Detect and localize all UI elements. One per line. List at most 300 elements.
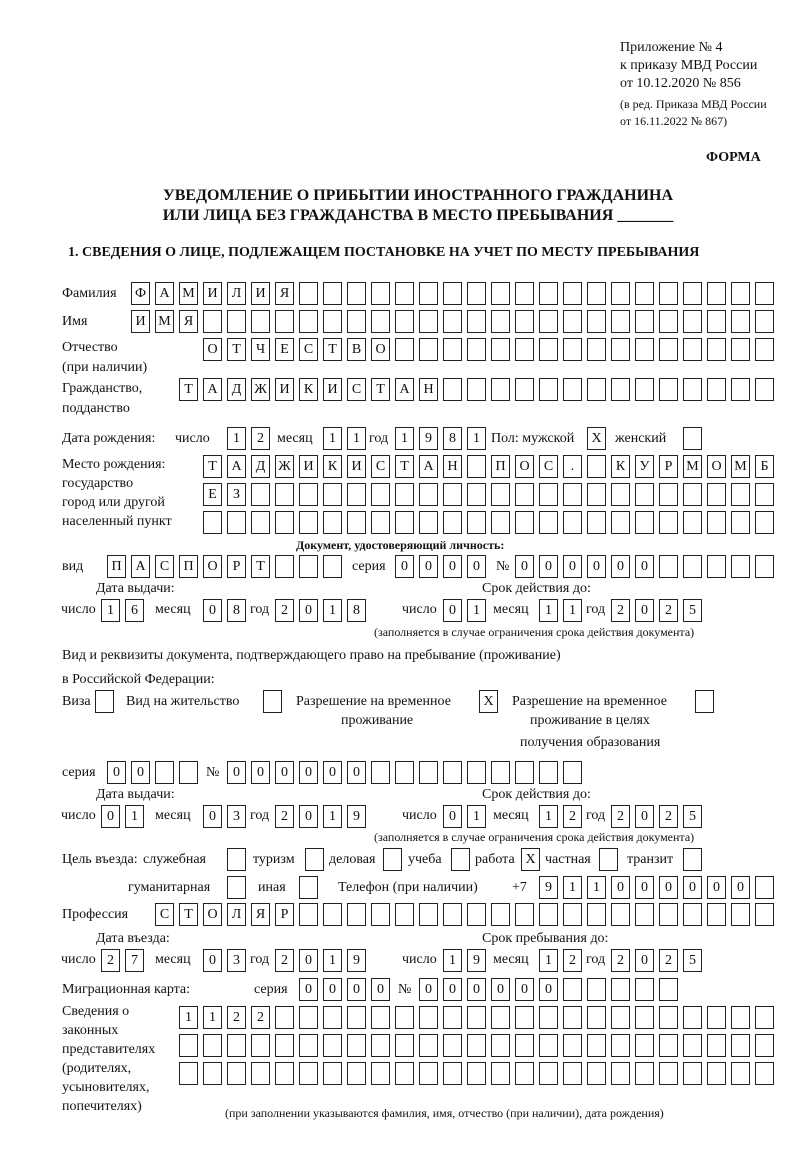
year-box[interactable]: 2	[275, 805, 294, 828]
representative-box[interactable]	[539, 1062, 558, 1085]
representative-box[interactable]	[635, 1006, 654, 1029]
representative-box[interactable]	[731, 1034, 750, 1057]
representative-box[interactable]	[659, 1034, 678, 1057]
sex-male-checkbox[interactable]: X	[587, 427, 606, 450]
year-box[interactable]: 2	[275, 599, 294, 622]
migration-series-box[interactable]: 0	[299, 978, 318, 1001]
year-box[interactable]: 9	[347, 805, 366, 828]
representative-box[interactable]	[275, 1062, 294, 1085]
birth-place-box[interactable]: Н	[443, 455, 462, 478]
patronymic-box[interactable]	[659, 338, 678, 361]
name-box[interactable]	[323, 310, 342, 333]
surname-box[interactable]	[395, 282, 414, 305]
year-box[interactable]: 0	[635, 949, 654, 972]
representative-box[interactable]	[275, 1034, 294, 1057]
surname-box[interactable]: Ф	[131, 282, 150, 305]
birth-place-box[interactable]: Е	[203, 483, 222, 506]
representative-box[interactable]	[419, 1034, 438, 1057]
birth-place-box[interactable]: И	[347, 455, 366, 478]
name-box[interactable]	[467, 310, 486, 333]
representative-box[interactable]	[347, 1062, 366, 1085]
citizenship-box[interactable]	[707, 378, 726, 401]
representative-box[interactable]	[467, 1006, 486, 1029]
representative-box[interactable]	[683, 1034, 702, 1057]
birth-place-box[interactable]	[299, 511, 318, 534]
migration-number-box[interactable]	[611, 978, 630, 1001]
stay-number-box[interactable]: 0	[323, 761, 342, 784]
birth-place-box[interactable]	[275, 511, 294, 534]
doc-series-box[interactable]: 0	[419, 555, 438, 578]
birth-place-box[interactable]: .	[563, 455, 582, 478]
representative-box[interactable]	[299, 1034, 318, 1057]
month-box[interactable]: 0	[203, 949, 222, 972]
profession-box[interactable]	[731, 903, 750, 926]
purpose-checkbox[interactable]	[683, 848, 702, 871]
representative-box[interactable]	[419, 1006, 438, 1029]
representative-box[interactable]	[587, 1062, 606, 1085]
month-box[interactable]: 1	[539, 599, 558, 622]
stay-number-box[interactable]	[467, 761, 486, 784]
year-box[interactable]: 2	[611, 805, 630, 828]
patronymic-box[interactable]	[443, 338, 462, 361]
stay-series-box[interactable]	[155, 761, 174, 784]
migration-number-box[interactable]	[635, 978, 654, 1001]
birth-place-box[interactable]: И	[299, 455, 318, 478]
doc-series-box[interactable]: 0	[443, 555, 462, 578]
citizenship-box[interactable]: Т	[371, 378, 390, 401]
birth-place-box[interactable]	[587, 455, 606, 478]
surname-box[interactable]	[539, 282, 558, 305]
migration-number-box[interactable]: 0	[467, 978, 486, 1001]
patronymic-box[interactable]	[419, 338, 438, 361]
doc-number-box[interactable]: 0	[563, 555, 582, 578]
doc-number-box[interactable]	[731, 555, 750, 578]
profession-box[interactable]	[395, 903, 414, 926]
representative-box[interactable]	[251, 1034, 270, 1057]
representative-box[interactable]: 1	[203, 1006, 222, 1029]
patronymic-box[interactable]	[395, 338, 414, 361]
phone-box[interactable]: 0	[659, 876, 678, 899]
birth-place-box[interactable]	[611, 511, 630, 534]
representative-box[interactable]	[179, 1062, 198, 1085]
phone-box[interactable]: 0	[707, 876, 726, 899]
birth-place-box[interactable]	[755, 511, 774, 534]
profession-box[interactable]	[347, 903, 366, 926]
profession-box[interactable]	[659, 903, 678, 926]
birth-place-box[interactable]	[515, 483, 534, 506]
patronymic-box[interactable]	[731, 338, 750, 361]
citizenship-box[interactable]: И	[323, 378, 342, 401]
representative-box[interactable]	[539, 1006, 558, 1029]
month-box[interactable]: 2	[563, 805, 582, 828]
purpose-checkbox[interactable]	[383, 848, 402, 871]
profession-box[interactable]	[371, 903, 390, 926]
migration-number-box[interactable]: 0	[491, 978, 510, 1001]
representative-box[interactable]	[563, 1062, 582, 1085]
month-box[interactable]: 3	[227, 805, 246, 828]
purpose-checkbox[interactable]	[599, 848, 618, 871]
representative-box[interactable]	[683, 1062, 702, 1085]
birth-place-box[interactable]: З	[227, 483, 246, 506]
doc-kind-box[interactable]	[275, 555, 294, 578]
birth-place-box[interactable]	[395, 511, 414, 534]
representative-box[interactable]	[467, 1062, 486, 1085]
name-box[interactable]	[443, 310, 462, 333]
birth-place-box[interactable]	[659, 483, 678, 506]
representative-box[interactable]	[299, 1062, 318, 1085]
birth-place-box[interactable]	[203, 511, 222, 534]
citizenship-box[interactable]	[587, 378, 606, 401]
citizenship-box[interactable]	[491, 378, 510, 401]
birth-place-box[interactable]: Ж	[275, 455, 294, 478]
representative-box[interactable]	[635, 1034, 654, 1057]
patronymic-box[interactable]	[491, 338, 510, 361]
representative-box[interactable]	[299, 1006, 318, 1029]
year-box[interactable]: 2	[275, 949, 294, 972]
representative-box[interactable]	[323, 1034, 342, 1057]
representative-box[interactable]	[611, 1006, 630, 1029]
migration-number-box[interactable]	[587, 978, 606, 1001]
day-box[interactable]: 0	[101, 805, 120, 828]
doc-series-box[interactable]: 0	[395, 555, 414, 578]
representative-box[interactable]	[731, 1062, 750, 1085]
year-box[interactable]: 0	[299, 599, 318, 622]
surname-box[interactable]: И	[251, 282, 270, 305]
representative-box[interactable]	[443, 1034, 462, 1057]
citizenship-box[interactable]	[467, 378, 486, 401]
birth-place-box[interactable]: Р	[659, 455, 678, 478]
representative-box[interactable]	[347, 1034, 366, 1057]
stay-number-box[interactable]: 0	[227, 761, 246, 784]
birth-year-box[interactable]: 8	[443, 427, 462, 450]
migration-number-box[interactable]: 0	[419, 978, 438, 1001]
purpose-checkbox[interactable]	[305, 848, 324, 871]
birth-place-box[interactable]	[467, 455, 486, 478]
surname-box[interactable]	[611, 282, 630, 305]
name-box[interactable]	[203, 310, 222, 333]
doc-number-box[interactable]	[659, 555, 678, 578]
name-box[interactable]	[299, 310, 318, 333]
citizenship-box[interactable]: И	[275, 378, 294, 401]
name-box[interactable]: М	[155, 310, 174, 333]
representative-box[interactable]	[611, 1062, 630, 1085]
day-box[interactable]: 1	[467, 599, 486, 622]
day-box[interactable]: 1	[125, 805, 144, 828]
year-box[interactable]: 5	[683, 805, 702, 828]
representative-box[interactable]	[635, 1062, 654, 1085]
sex-female-checkbox[interactable]	[683, 427, 702, 450]
birth-place-box[interactable]	[683, 483, 702, 506]
surname-box[interactable]	[563, 282, 582, 305]
citizenship-box[interactable]	[731, 378, 750, 401]
profession-box[interactable]	[683, 903, 702, 926]
surname-box[interactable]	[419, 282, 438, 305]
stay-number-box[interactable]: 0	[299, 761, 318, 784]
representative-box[interactable]	[491, 1034, 510, 1057]
representative-box[interactable]	[707, 1062, 726, 1085]
birth-place-box[interactable]	[443, 511, 462, 534]
stay-number-box[interactable]	[515, 761, 534, 784]
profession-box[interactable]: Т	[179, 903, 198, 926]
profession-box[interactable]	[443, 903, 462, 926]
phone-box[interactable]	[755, 876, 774, 899]
profession-box[interactable]: Р	[275, 903, 294, 926]
representative-box[interactable]	[323, 1062, 342, 1085]
birth-place-box[interactable]: Б	[755, 455, 774, 478]
representative-box[interactable]	[395, 1034, 414, 1057]
birth-month-box[interactable]: 1	[347, 427, 366, 450]
year-box[interactable]: 1	[323, 599, 342, 622]
surname-box[interactable]: М	[179, 282, 198, 305]
day-box[interactable]: 1	[467, 805, 486, 828]
year-box[interactable]: 1	[323, 949, 342, 972]
representative-box[interactable]	[659, 1062, 678, 1085]
birth-place-box[interactable]	[515, 511, 534, 534]
purpose-checkbox[interactable]	[299, 876, 318, 899]
stay-number-box[interactable]: 0	[275, 761, 294, 784]
birth-place-box[interactable]: Т	[203, 455, 222, 478]
year-box[interactable]: 5	[683, 599, 702, 622]
birth-place-box[interactable]: А	[227, 455, 246, 478]
migration-number-box[interactable]	[563, 978, 582, 1001]
doc-number-box[interactable]: 0	[635, 555, 654, 578]
name-box[interactable]	[707, 310, 726, 333]
birth-place-box[interactable]: С	[371, 455, 390, 478]
birth-place-box[interactable]: А	[419, 455, 438, 478]
surname-box[interactable]	[587, 282, 606, 305]
migration-series-box[interactable]: 0	[371, 978, 390, 1001]
representative-box[interactable]	[203, 1034, 222, 1057]
patronymic-box[interactable]	[467, 338, 486, 361]
profession-box[interactable]	[419, 903, 438, 926]
day-box[interactable]: 1	[443, 949, 462, 972]
representative-box[interactable]	[227, 1062, 246, 1085]
patronymic-box[interactable]: Е	[275, 338, 294, 361]
representative-box[interactable]	[275, 1006, 294, 1029]
representative-box[interactable]	[371, 1034, 390, 1057]
profession-box[interactable]	[515, 903, 534, 926]
representative-box[interactable]	[755, 1034, 774, 1057]
name-box[interactable]	[419, 310, 438, 333]
surname-box[interactable]	[443, 282, 462, 305]
representative-box[interactable]	[515, 1062, 534, 1085]
patronymic-box[interactable]	[587, 338, 606, 361]
profession-box[interactable]	[299, 903, 318, 926]
representative-box[interactable]	[467, 1034, 486, 1057]
birth-place-box[interactable]	[755, 483, 774, 506]
birth-place-box[interactable]	[251, 511, 270, 534]
surname-box[interactable]: Л	[227, 282, 246, 305]
name-box[interactable]: Я	[179, 310, 198, 333]
representative-box[interactable]	[611, 1034, 630, 1057]
birth-place-box[interactable]: П	[491, 455, 510, 478]
birth-place-box[interactable]	[587, 483, 606, 506]
doc-kind-box[interactable]: П	[107, 555, 126, 578]
surname-box[interactable]	[683, 282, 702, 305]
year-box[interactable]: 2	[611, 949, 630, 972]
representative-box[interactable]	[443, 1062, 462, 1085]
citizenship-box[interactable]: А	[395, 378, 414, 401]
citizenship-box[interactable]: Н	[419, 378, 438, 401]
representative-box[interactable]: 2	[227, 1006, 246, 1029]
visa-checkbox[interactable]	[95, 690, 114, 713]
birth-place-box[interactable]	[707, 483, 726, 506]
profession-box[interactable]	[755, 903, 774, 926]
migration-series-box[interactable]: 0	[323, 978, 342, 1001]
surname-box[interactable]	[467, 282, 486, 305]
birth-place-box[interactable]: Д	[251, 455, 270, 478]
birth-place-box[interactable]	[251, 483, 270, 506]
name-box[interactable]	[635, 310, 654, 333]
citizenship-box[interactable]	[539, 378, 558, 401]
name-box[interactable]	[371, 310, 390, 333]
surname-box[interactable]	[323, 282, 342, 305]
month-box[interactable]: 8	[227, 599, 246, 622]
profession-box[interactable]	[563, 903, 582, 926]
profession-box[interactable]	[707, 903, 726, 926]
representative-box[interactable]	[755, 1062, 774, 1085]
migration-number-box[interactable]: 0	[539, 978, 558, 1001]
stay-number-box[interactable]	[443, 761, 462, 784]
month-box[interactable]: 0	[203, 599, 222, 622]
month-box[interactable]: 3	[227, 949, 246, 972]
stay-series-box[interactable]: 0	[107, 761, 126, 784]
surname-box[interactable]	[755, 282, 774, 305]
profession-box[interactable]: Л	[227, 903, 246, 926]
representative-box[interactable]	[683, 1006, 702, 1029]
profession-box[interactable]	[467, 903, 486, 926]
surname-box[interactable]	[371, 282, 390, 305]
stay-number-box[interactable]	[491, 761, 510, 784]
temporary-residence-checkbox[interactable]: X	[479, 690, 498, 713]
birth-place-box[interactable]	[659, 511, 678, 534]
representative-box[interactable]	[731, 1006, 750, 1029]
doc-number-box[interactable]	[755, 555, 774, 578]
year-box[interactable]: 2	[659, 949, 678, 972]
name-box[interactable]	[251, 310, 270, 333]
representative-box[interactable]	[443, 1006, 462, 1029]
profession-box[interactable]: Я	[251, 903, 270, 926]
birth-place-box[interactable]	[419, 483, 438, 506]
year-box[interactable]: 2	[659, 599, 678, 622]
citizenship-box[interactable]	[443, 378, 462, 401]
patronymic-box[interactable]: О	[371, 338, 390, 361]
name-box[interactable]	[395, 310, 414, 333]
doc-number-box[interactable]: 0	[515, 555, 534, 578]
stay-number-box[interactable]	[539, 761, 558, 784]
profession-box[interactable]: О	[203, 903, 222, 926]
name-box[interactable]	[491, 310, 510, 333]
doc-kind-box[interactable]: С	[155, 555, 174, 578]
representative-box[interactable]	[491, 1062, 510, 1085]
day-box[interactable]: 1	[101, 599, 120, 622]
birth-place-box[interactable]	[635, 483, 654, 506]
doc-number-box[interactable]	[707, 555, 726, 578]
birth-year-box[interactable]: 1	[395, 427, 414, 450]
surname-box[interactable]	[731, 282, 750, 305]
representative-box[interactable]	[347, 1006, 366, 1029]
doc-kind-box[interactable]: П	[179, 555, 198, 578]
migration-series-box[interactable]: 0	[347, 978, 366, 1001]
birth-month-box[interactable]: 1	[323, 427, 342, 450]
citizenship-box[interactable]	[659, 378, 678, 401]
representative-box[interactable]	[371, 1062, 390, 1085]
name-box[interactable]	[227, 310, 246, 333]
doc-kind-box[interactable]: А	[131, 555, 150, 578]
month-box[interactable]: 1	[539, 949, 558, 972]
representative-box[interactable]: 1	[179, 1006, 198, 1029]
surname-box[interactable]	[515, 282, 534, 305]
birth-place-box[interactable]	[323, 511, 342, 534]
birth-place-box[interactable]	[635, 511, 654, 534]
birth-place-box[interactable]: О	[707, 455, 726, 478]
phone-box[interactable]: 1	[563, 876, 582, 899]
year-box[interactable]: 8	[347, 599, 366, 622]
name-box[interactable]: И	[131, 310, 150, 333]
stay-number-box[interactable]	[371, 761, 390, 784]
profession-box[interactable]	[539, 903, 558, 926]
patronymic-box[interactable]: С	[299, 338, 318, 361]
patronymic-box[interactable]: В	[347, 338, 366, 361]
phone-box[interactable]: 0	[611, 876, 630, 899]
month-box[interactable]: 0	[203, 805, 222, 828]
patronymic-box[interactable]: Т	[323, 338, 342, 361]
name-box[interactable]	[275, 310, 294, 333]
birth-place-box[interactable]	[563, 511, 582, 534]
surname-box[interactable]	[347, 282, 366, 305]
birth-place-box[interactable]	[371, 483, 390, 506]
birth-place-box[interactable]	[467, 511, 486, 534]
phone-box[interactable]: 1	[587, 876, 606, 899]
migration-number-box[interactable]	[659, 978, 678, 1001]
representative-box[interactable]	[419, 1062, 438, 1085]
stay-number-box[interactable]	[419, 761, 438, 784]
month-box[interactable]: 1	[539, 805, 558, 828]
stay-series-box[interactable]: 0	[131, 761, 150, 784]
representative-box[interactable]	[491, 1006, 510, 1029]
representative-box[interactable]	[587, 1006, 606, 1029]
day-box[interactable]: 0	[443, 805, 462, 828]
year-box[interactable]: 0	[635, 805, 654, 828]
phone-box[interactable]: 0	[635, 876, 654, 899]
citizenship-box[interactable]: К	[299, 378, 318, 401]
birth-place-box[interactable]	[491, 483, 510, 506]
citizenship-box[interactable]	[755, 378, 774, 401]
birth-place-box[interactable]	[395, 483, 414, 506]
representative-box[interactable]	[539, 1034, 558, 1057]
birth-place-box[interactable]	[467, 483, 486, 506]
name-box[interactable]	[563, 310, 582, 333]
doc-kind-box[interactable]	[323, 555, 342, 578]
year-box[interactable]: 0	[299, 805, 318, 828]
doc-number-box[interactable]: 0	[611, 555, 630, 578]
citizenship-box[interactable]	[635, 378, 654, 401]
surname-box[interactable]	[707, 282, 726, 305]
phone-box[interactable]: 0	[683, 876, 702, 899]
representative-box[interactable]	[755, 1006, 774, 1029]
birth-place-box[interactable]: О	[515, 455, 534, 478]
citizenship-box[interactable]: С	[347, 378, 366, 401]
birth-place-box[interactable]: Т	[395, 455, 414, 478]
day-box[interactable]: 9	[467, 949, 486, 972]
patronymic-box[interactable]: О	[203, 338, 222, 361]
patronymic-box[interactable]	[563, 338, 582, 361]
representative-box[interactable]	[563, 1034, 582, 1057]
representative-box[interactable]	[227, 1034, 246, 1057]
surname-box[interactable]	[491, 282, 510, 305]
name-box[interactable]	[731, 310, 750, 333]
birth-day-box[interactable]: 1	[227, 427, 246, 450]
